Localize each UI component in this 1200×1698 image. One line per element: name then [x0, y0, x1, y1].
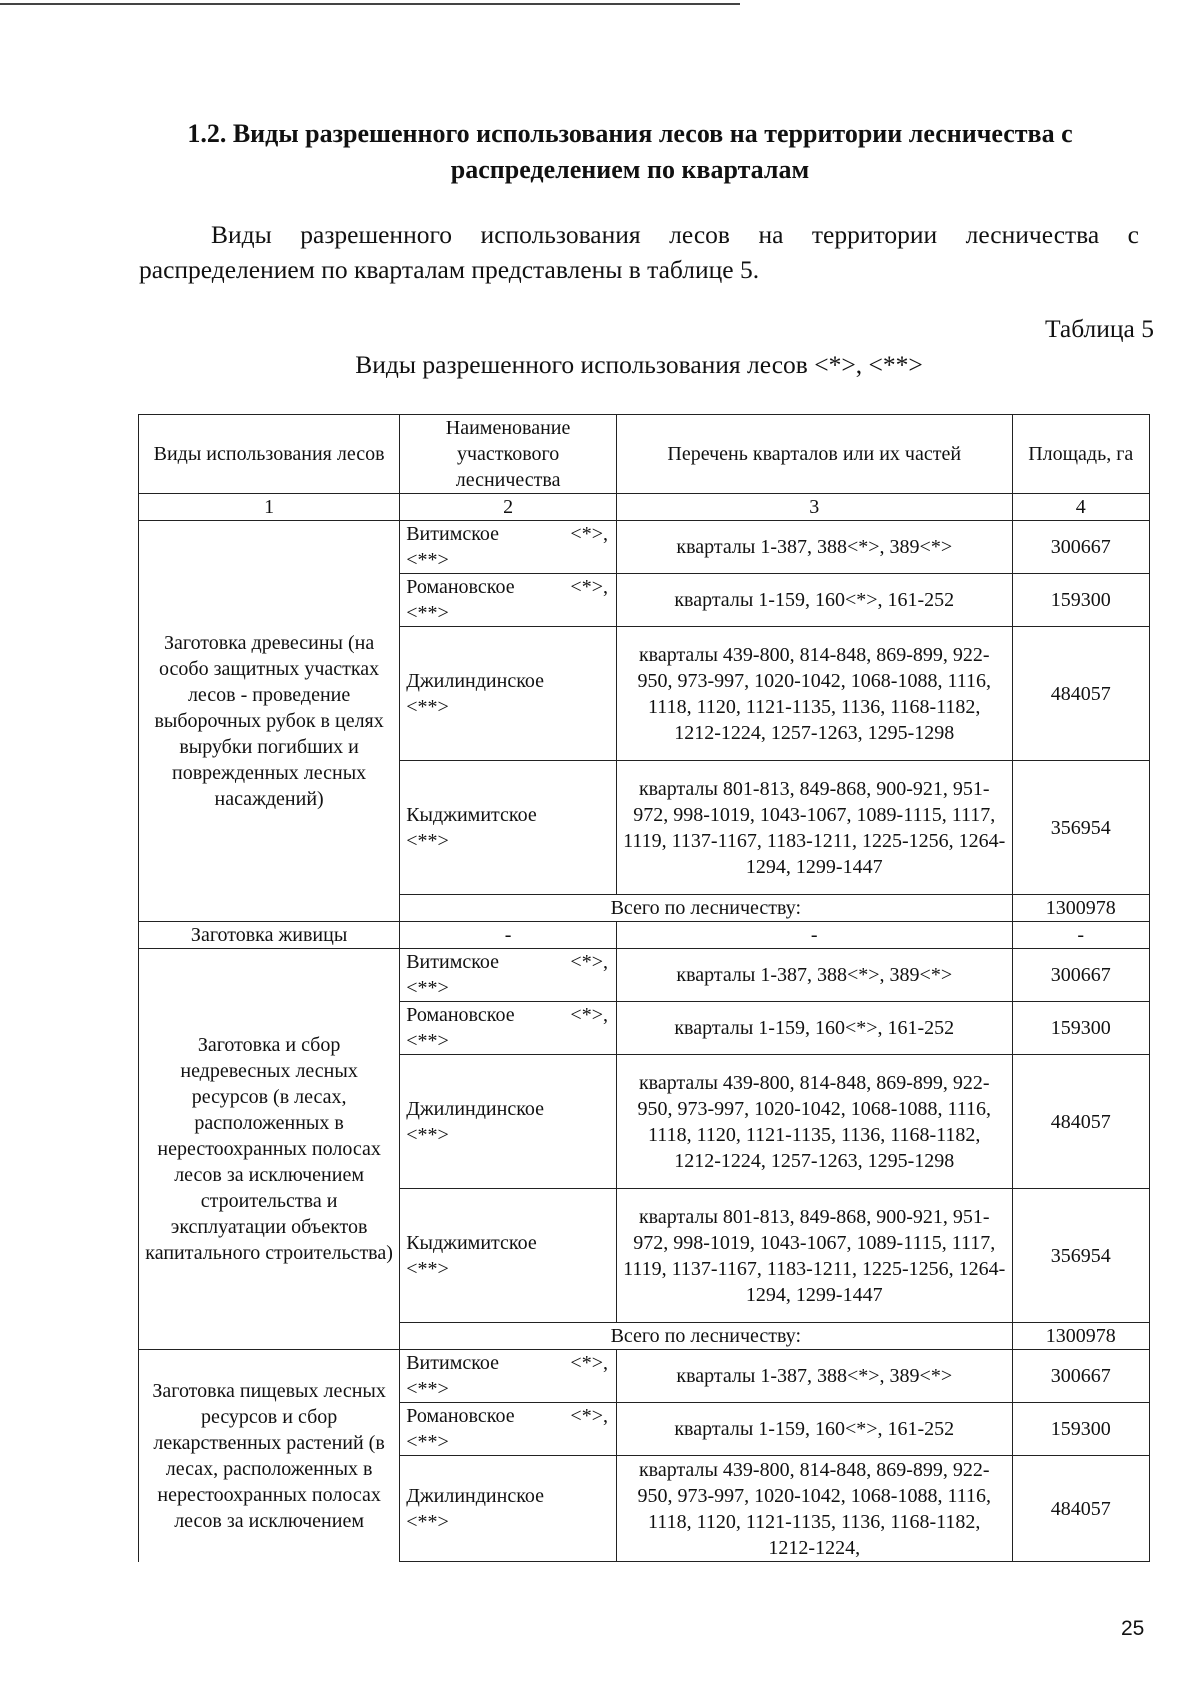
forestry-name-cell [400, 574, 617, 627]
forestry-name-cell [400, 1189, 617, 1323]
forestry-name: Кыджимитское [406, 1231, 537, 1254]
area-cell: 484057 [1012, 1456, 1150, 1562]
empty-dash: - [400, 922, 617, 949]
forestry-name: Джилиндинское [406, 1097, 545, 1120]
table-caption: Виды разрешенного использования лесов <*>, <**> [355, 350, 923, 379]
quarters-cell: кварталы 1-159, 160<*>, 161-252 [616, 1002, 1012, 1055]
forestry-name: Витимское [406, 523, 500, 545]
forestry-mark-2: <**> [406, 602, 449, 624]
forestry-name-cell [400, 1350, 617, 1403]
total-label: Всего по лесничеству: [400, 895, 1012, 922]
forestry-mark: <*>, [570, 1405, 608, 1427]
forestry-mark-2: <**> [406, 1378, 449, 1400]
forestry-mark-2: <**> [406, 1257, 449, 1280]
area-cell: 300667 [1012, 521, 1150, 574]
area-cell: 356954 [1012, 1189, 1150, 1323]
table-row [139, 521, 1150, 574]
total-value: 1300978 [1012, 1323, 1150, 1350]
scan-top-line [0, 3, 740, 5]
use-type-cell: Заготовка древесины (на особо защитных участках лесов - проведение выборочных рубок в целях вырубки погибших и поврежденных лесных насаждений) [139, 521, 400, 922]
area-cell: 356954 [1012, 761, 1150, 895]
use-type-cell: Заготовка живицы [139, 922, 400, 949]
quarters-cell: кварталы 1-159, 160<*>, 161-252 [616, 574, 1012, 627]
table-label: Таблица 5 [1044, 314, 1154, 343]
forestry-mark-2: <**> [406, 1123, 449, 1146]
use-type-cell: Заготовка и сбор недревесных лесных ресурсов (в лесах, расположенных в нерестоохранных полосах лесов за исключением строительства и эксплуатации объектов капитального строительства) [139, 949, 400, 1350]
quarters-cell: кварталы 439-800, 814-848, 869-899, 922-950, 973-997, 1020-1042, 1068-1088, 1116, 1118, 1120, 1121-1135, 1136, 1168-1182, 1212-1224, 1257-1263, 1295-1298 [616, 1055, 1012, 1189]
forest-use-table [138, 414, 1150, 1562]
forestry-name-cell [400, 521, 617, 574]
area-cell: 300667 [1012, 949, 1150, 1002]
intro-text: Виды разрешенного использования лесов на территории лесничества с распределением по кварталам представлены в таблице 5. [139, 220, 1139, 284]
area-cell: 159300 [1012, 1403, 1150, 1456]
forestry-name: Джилиндинское [406, 669, 545, 692]
column-number: 2 [400, 494, 617, 521]
header-cell: Виды использования лесов [139, 415, 400, 494]
quarters-cell: кварталы 1-387, 388<*>, 389<*> [616, 949, 1012, 1002]
forestry-name-cell [400, 1002, 617, 1055]
forestry-mark-2: <**> [406, 1431, 449, 1453]
forestry-name: Витимское [406, 951, 500, 973]
section-heading [130, 116, 1130, 188]
forestry-mark-2: <**> [406, 695, 449, 718]
table-row [139, 949, 1150, 1002]
forestry-mark-2: <**> [406, 829, 449, 852]
forestry-name: Витимское [406, 1352, 500, 1374]
column-number: 3 [616, 494, 1012, 521]
quarters-cell: кварталы 801-813, 849-868, 900-921, 951-972, 998-1019, 1043-1067, 1089-1115, 1117, 1119, 1137-1167, 1183-1211, 1225-1256, 1264-1294, 1299-1447 [616, 761, 1012, 895]
forestry-mark-2: <**> [406, 1030, 449, 1052]
header-cell: Перечень кварталов или их частей [616, 415, 1012, 494]
forestry-mark-2: <**> [406, 1510, 449, 1533]
column-number: 1 [139, 494, 400, 521]
forestry-name-cell [400, 1055, 617, 1189]
table-row [139, 922, 1150, 949]
quarters-cell: кварталы 1-387, 388<*>, 389<*> [616, 521, 1012, 574]
total-label: Всего по лесничеству: [400, 1323, 1012, 1350]
header-cell: Наименование участкового лесничества [400, 415, 617, 494]
area-cell: 484057 [1012, 1055, 1150, 1189]
forestry-mark: <*>, [570, 951, 608, 973]
empty-dash: - [616, 922, 1012, 949]
forestry-name-cell [400, 1403, 617, 1456]
empty-dash: - [1012, 922, 1150, 949]
quarters-cell: кварталы 801-813, 849-868, 900-921, 951-972, 998-1019, 1043-1067, 1089-1115, 1117, 1119, 1137-1167, 1183-1211, 1225-1256, 1264-1294, 1299-1447 [616, 1189, 1012, 1323]
forestry-name: Романовское [406, 576, 515, 598]
forestry-name: Кыджимитское [406, 803, 537, 826]
forestry-mark-2: <**> [406, 977, 449, 999]
forestry-name: Романовское [406, 1004, 515, 1026]
use-type-cell: Заготовка пищевых лесных ресурсов и сбор лекарственных растений (в лесах, расположенных в нерестоохранных полосах лесов за исключением [139, 1350, 400, 1562]
forestry-mark-2: <**> [406, 549, 449, 571]
area-cell: 159300 [1012, 1002, 1150, 1055]
quarters-cell: кварталы 1-387, 388<*>, 389<*> [616, 1350, 1012, 1403]
quarters-cell: кварталы 439-800, 814-848, 869-899, 922-950, 973-997, 1020-1042, 1068-1088, 1116, 1118, 1120, 1121-1135, 1136, 1168-1182, 1212-1224, [616, 1456, 1012, 1562]
area-cell: 300667 [1012, 1350, 1150, 1403]
column-number-row [139, 494, 1150, 521]
forestry-name: Романовское [406, 1405, 515, 1427]
column-number: 4 [1012, 494, 1150, 521]
forestry-name-cell [400, 627, 617, 761]
intro-paragraph [139, 217, 1139, 287]
forestry-mark: <*>, [570, 576, 608, 598]
forestry-name-cell [400, 949, 617, 1002]
page-number: 25 [1121, 1617, 1145, 1640]
total-value: 1300978 [1012, 895, 1150, 922]
quarters-cell: кварталы 1-159, 160<*>, 161-252 [616, 1403, 1012, 1456]
area-cell: 484057 [1012, 627, 1150, 761]
header-row [139, 415, 1150, 494]
forestry-name: Джилиндинское [406, 1484, 545, 1507]
table-row [139, 1350, 1150, 1403]
area-cell: 159300 [1012, 574, 1150, 627]
forestry-name-cell [400, 761, 617, 895]
heading-line-1: 1.2. Виды разрешенного использования лесов на территории лесничества с [187, 119, 1073, 148]
forestry-mark: <*>, [570, 1352, 608, 1374]
forestry-mark: <*>, [570, 1004, 608, 1026]
forestry-mark: <*>, [570, 523, 608, 545]
quarters-cell: кварталы 439-800, 814-848, 869-899, 922-950, 973-997, 1020-1042, 1068-1088, 1116, 1118, 1120, 1121-1135, 1136, 1168-1182, 1212-1224, 1257-1263, 1295-1298 [616, 627, 1012, 761]
forestry-name-cell [400, 1456, 617, 1562]
heading-line-2: распределением по кварталам [450, 155, 810, 184]
header-cell: Площадь, га [1012, 415, 1150, 494]
